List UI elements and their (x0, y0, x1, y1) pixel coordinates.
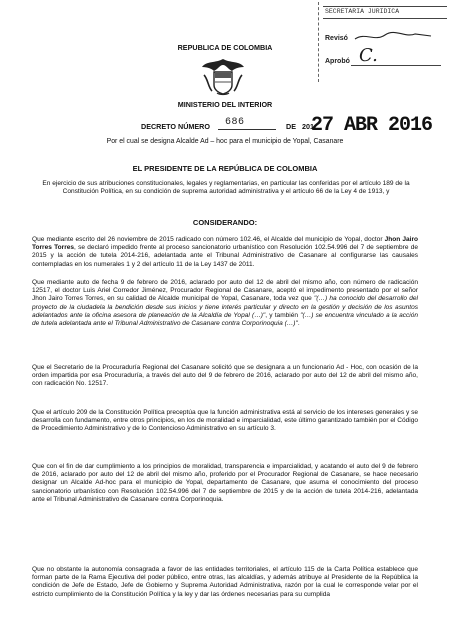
date-stamp: 27 ABR 2016 (311, 114, 433, 137)
de-label: DE (286, 122, 296, 131)
paragraph-2: Que mediante auto de fecha 9 de febrero de 2016, aclarado por auto del 12 de abril del mismo año, con número de radicación 12517, el doctor Luis Ariel Corredor Jiménez, Procurador Regional de Casanare, aceptó el impedimento presentado por el señor Jhon Jairo Torres Torres, en su calidad de Alcalde municipal de Yopal, Casanare, toda vez que "(…) ha conocido del desarrollo del proyecto de la ciudadela la bendición desde sus inicios y tiene interés particular y directo en la gestión y decisión de los asuntos adelantados ante la oficina asesora de planeación de la Alcaldía de Yopal (…)", y también "(…) se encuentra vinculado a la acción de tutela adelantada ante el Tribunal Administrativo de Casanare contra Corporinoquia (…)". (32, 279, 418, 328)
coat-of-arms-icon (200, 57, 246, 97)
decree-label: DECRETO NÚMERO (141, 122, 210, 131)
paragraph-5: Que con el fin de dar cumplimiento a los principios de moralidad, transparencia e imparcialidad, y acatando el auto del 9 de febrero de 2016, aclarado por auto del 12 de abril del mismo año, proferido por el Procurador Regional de Casanare, se hace necesario designar un Alcalde Ad-hoc para el municipio de Yopal, departamento de Casanare, que asuma el conocimiento del proceso sancionatorio urbanístico con Resolución 102.54.996 del 7 de septiembre de 2015 y de la acción de tutela 2014-216, adelantada ante el Tribunal Administrativo de Casanare contra Corporinoquia. (32, 463, 418, 503)
reviso-signature (353, 30, 433, 44)
year-prefix: 201 (302, 122, 314, 131)
stamp-reviso-label: Revisó (325, 35, 348, 42)
considerando-heading: CONSIDERANDO: (192, 218, 258, 227)
approval-stamp (318, 2, 449, 82)
quote-2: "(…) se encuentra vinculado a la acción de tutela adelantada ante el Tribunal Administrativo de Casanare contra Corporinoquia (…)" (32, 311, 418, 328)
stamp-header: SECRETARIA JURIDICA (325, 8, 400, 15)
quote-1: "(…) ha conocido del desarrollo del proyecto de la ciudadela la bendición desde sus inicios y tiene interés particular y directo en la gestión y decisión de los asuntos adelantados ante la oficina asesora de planeación de la Alcaldía de Yopal (…)" (32, 295, 418, 319)
stamp-aprobo-label: Aprobó (325, 58, 350, 65)
country-title: REPUBLICA DE COLOMBIA (177, 43, 273, 52)
paragraph-3: Que el Secretario de la Procuraduría Regional del Casanare solicitó que se designara a un funcionario Ad - Hoc, con ocasión de la orden impartida por esa Procuraduría, a través del auto del 9 de febrero de 2016, aclarado por auto del 12 de abril del mismo año, con radicación No. 12517. (32, 364, 418, 388)
paragraph-6: Que no obstante la autonomía consagrada a favor de las entidades territoriales, el artículo 115 de la Carta Política establece que forman parte de la Rama Ejecutiva del poder público, entre otras, las alcaldías, y además atribuye al Presidente de la República la condición de Jefe de Estado, Jefe de Gobierno y Suprema Autoridad Administrativa, razón por la cual le corresponde velar por el estricto cumplimiento de la Constitución Política y la ley y dar las órdenes necesarias para su cumplida (32, 566, 418, 598)
preamble-text: En ejercicio de sus atribuciones constitucionales, legales y reglamentarias, en particular las conferidas por el artículo 189 de la Constitución Política, en su condición de suprema autoridad administrativa y el artículo 66 de la Ley 4 de 1913, y (42, 180, 410, 196)
paragraph-1: Que mediante escrito del 26 noviembre de 2015 radicado con número 102.46, el Alcalde del municipio de Yopal, doctor Jhon Jairo Torres Torres, se declaró impedido frente al proceso sancionatorio urbanístico con Resolución 102.54.996 del 7 de septiembre de 2015 y la acción de tutela 2014-216, adelantada ante el Tribunal Administrativo de Casanare al configurarse las causales contempladas en los numerales 1 y 2 del artículo 11 de la Ley 1437 de 2011. (32, 236, 418, 268)
decree-subject: Por el cual se designa Alcalde Ad – hoc para el municipio de Yopal, Casanare (106, 138, 344, 145)
mayor-name: Jhon Jairo Torres Torres (32, 236, 418, 252)
paragraph-4: Que el artículo 209 de la Constitución Política preceptúa que la función administrativa está al servicio de los intereses generales y se desarrolla con fundamento, entre otros principios, en los de moralidad e imparcialidad, este último garantizado también por el Código de Procedimiento Administrativo y de lo Contencioso Administrativo en su artículo 3. (32, 409, 418, 433)
president-heading: EL PRESIDENTE DE LA REPÚBLICA DE COLOMBIA (132, 164, 318, 173)
ministry-title: MINISTERIO DEL INTERIOR (177, 100, 273, 109)
decree-number: 686 (225, 117, 245, 128)
aprobo-mark: C. (359, 45, 378, 66)
